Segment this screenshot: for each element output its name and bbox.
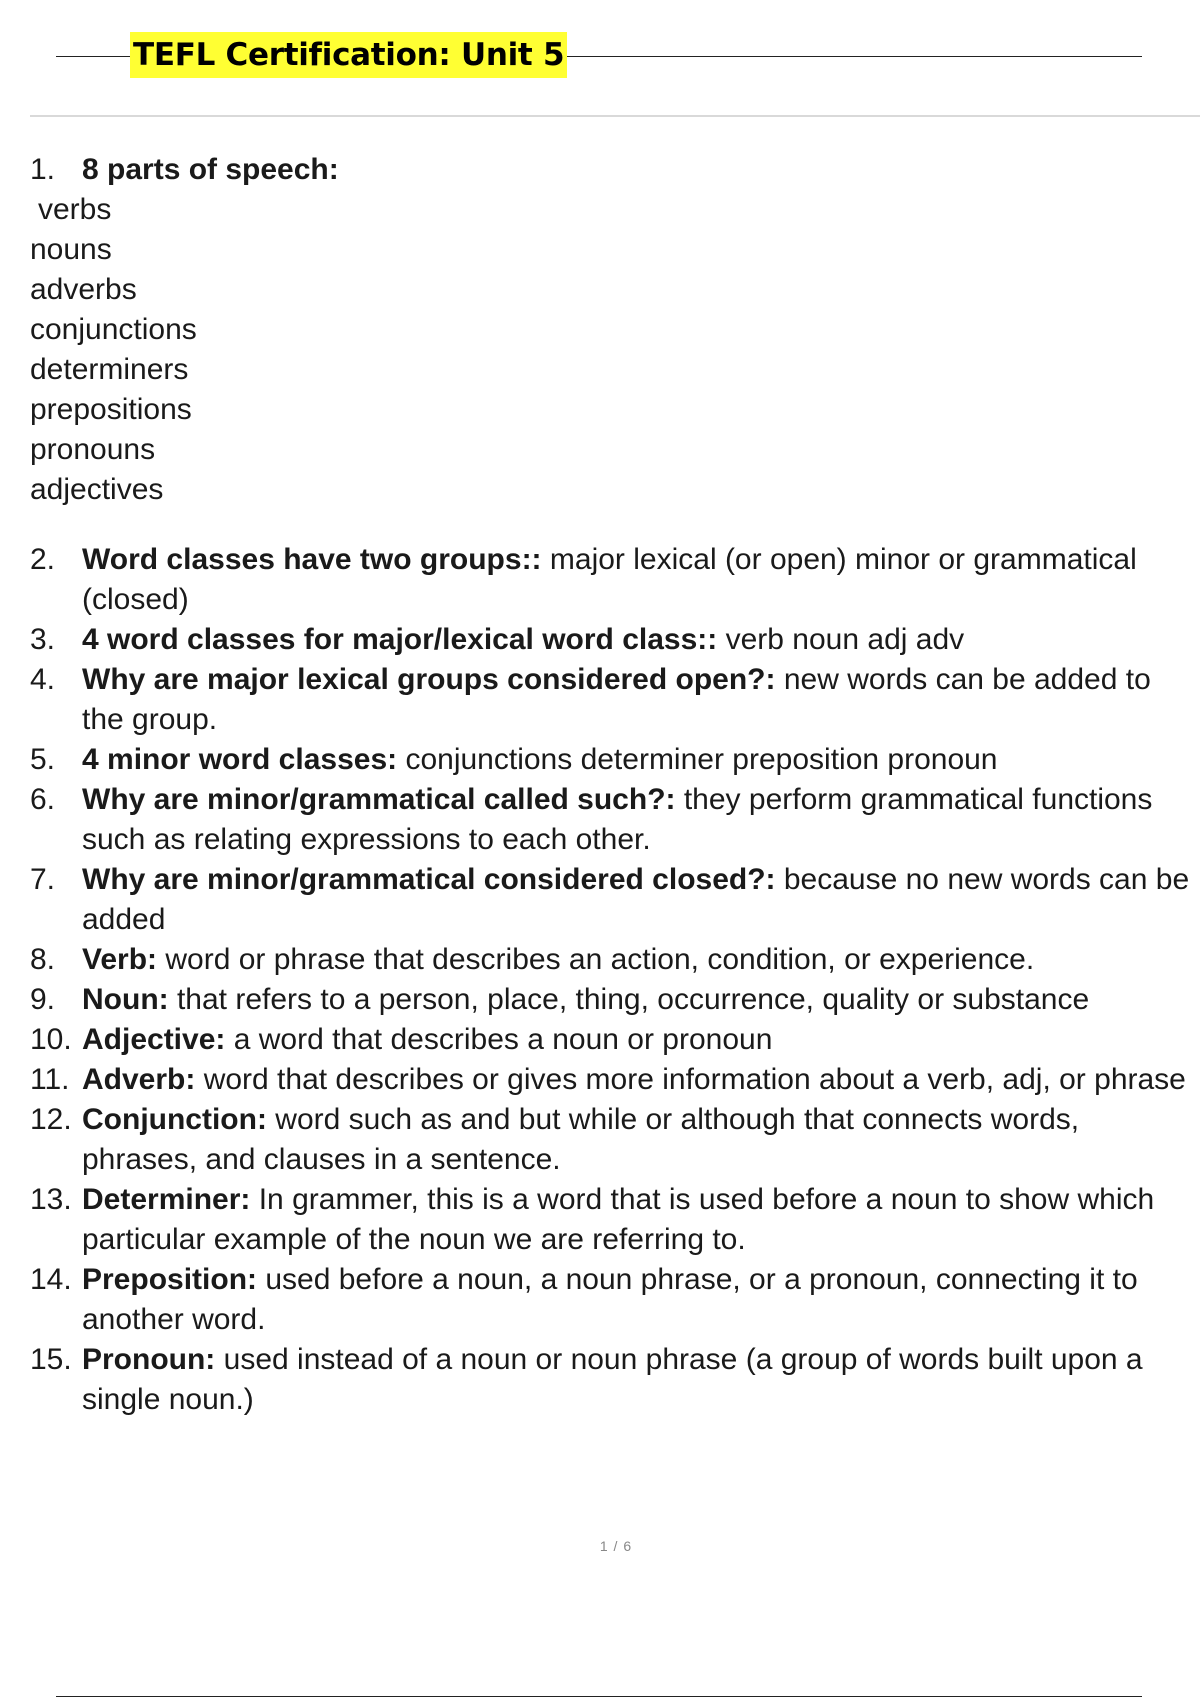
item-term: Why are minor/grammatical considered closed?: — [82, 863, 776, 896]
item-text — [82, 1060, 1200, 1100]
item-number: 14. — [30, 1263, 72, 1296]
list-item — [30, 740, 1200, 780]
item-number: 2. — [30, 543, 56, 576]
list-entry: nouns — [30, 233, 112, 266]
list-item-1 — [30, 150, 1200, 190]
item-term: Determiner: — [82, 1183, 251, 1216]
item-number: 9. — [30, 983, 56, 1016]
item-number: 13. — [30, 1183, 72, 1216]
item-definition: word such as and but while or although that connects words, phrases, and clauses in a sentence. — [82, 1103, 1080, 1176]
item-number: 15. — [30, 1343, 72, 1376]
item-term: Why are major lexical groups considered open?: — [82, 663, 776, 696]
list-item — [30, 1260, 1200, 1340]
item-definition: used before a noun, a noun phrase, or a pronoun, connecting it to another word. — [82, 1263, 1138, 1336]
item-number: 8. — [30, 943, 56, 976]
item-definition: In grammer, this is a word that is used before a noun to show which particular example of the noun we are referring to. — [82, 1183, 1155, 1256]
item-term: Conjunction: — [82, 1103, 267, 1136]
title-row — [56, 22, 1142, 88]
item-text — [82, 1340, 1200, 1420]
item-text — [82, 940, 1200, 980]
item-term: Preposition: — [82, 1263, 258, 1296]
list-entry: pronouns — [30, 433, 156, 466]
item-number: 5. — [30, 743, 56, 776]
item-text — [82, 660, 1200, 740]
item-number: 4. — [30, 663, 56, 696]
page-title: TEFL Certification: Unit 5 — [130, 32, 567, 78]
item-term: Adjective: — [82, 1023, 226, 1056]
item-term: Verb: — [82, 943, 158, 976]
item-number: 11. — [30, 1063, 70, 1096]
list-item — [30, 1340, 1200, 1420]
list-item — [30, 1060, 1200, 1100]
item-term: Why are minor/grammatical called such?: — [82, 783, 676, 816]
item-definition: they perform grammatical functions such as relating expressions to each other. — [82, 783, 1153, 856]
list-item — [30, 620, 1200, 660]
list-item — [30, 940, 1200, 980]
list-item — [30, 780, 1200, 860]
item-number: 10. — [30, 1023, 72, 1056]
list-entry: determiners — [30, 353, 189, 386]
item-definition: a word that describes a noun or pronoun — [225, 1023, 773, 1056]
item-number: 3. — [30, 623, 56, 656]
item-term: 4 minor word classes: — [82, 743, 398, 776]
item-definition: because no new words can be added — [82, 863, 1190, 936]
item-definition: used instead of a noun or noun phrase (a group of words built upon a single noun.) — [82, 1343, 1143, 1416]
item-definition: major lexical (or open) minor or grammatical (closed) — [82, 543, 1137, 616]
item-definition: word that describes or gives more information about a verb, adj, or phrase — [195, 1063, 1186, 1096]
document-content — [30, 150, 1200, 1420]
item-term: Adverb: — [82, 1063, 196, 1096]
item-definition: that refers to a person, place, thing, occurrence, quality or substance — [168, 983, 1090, 1016]
list-entry: adjectives — [30, 473, 164, 506]
item-term: 8 parts of speech: — [82, 153, 339, 186]
parts-of-speech-list — [30, 190, 1200, 510]
item-text — [82, 150, 1200, 190]
list-item — [30, 1180, 1200, 1260]
item-definition: verb noun adj adv — [717, 623, 965, 656]
item-term: 4 word classes for major/lexical word class:: — [82, 623, 718, 656]
item-definition: word or phrase that describes an action, condition, or experience. — [157, 943, 1035, 976]
list-entry: adverbs — [30, 273, 137, 306]
page-number: 1 / 6 — [599, 1538, 633, 1554]
list-item — [30, 540, 1200, 620]
list-item — [30, 660, 1200, 740]
list-item — [30, 1100, 1200, 1180]
list-item — [30, 860, 1200, 940]
list-entry: prepositions — [30, 393, 192, 426]
item-term: Pronoun: — [82, 1343, 216, 1376]
item-number: 12. — [30, 1103, 72, 1136]
item-text — [82, 860, 1200, 940]
item-text — [82, 1180, 1200, 1260]
item-text — [82, 740, 1200, 780]
item-text — [82, 620, 1200, 660]
list-item — [30, 1020, 1200, 1060]
item-number: 7. — [30, 863, 56, 896]
item-number: 1. — [30, 153, 56, 186]
item-number: 6. — [30, 783, 56, 816]
list-entry: conjunctions — [30, 313, 197, 346]
item-text — [82, 1260, 1200, 1340]
list-entry: verbs — [38, 193, 112, 226]
item-text — [82, 540, 1200, 620]
item-text — [82, 1020, 1200, 1060]
item-term: Noun: — [82, 983, 169, 1016]
item-definition: conjunctions determiner preposition pronoun — [397, 743, 998, 776]
item-text — [82, 980, 1200, 1020]
item-text — [82, 1100, 1200, 1180]
header-divider — [30, 115, 1200, 117]
item-definition: new words can be added to the group. — [82, 663, 1151, 736]
item-text — [82, 780, 1200, 860]
footer-rule — [56, 1696, 1142, 1697]
list-item — [30, 980, 1200, 1020]
item-term: Word classes have two groups:: — [82, 543, 542, 576]
